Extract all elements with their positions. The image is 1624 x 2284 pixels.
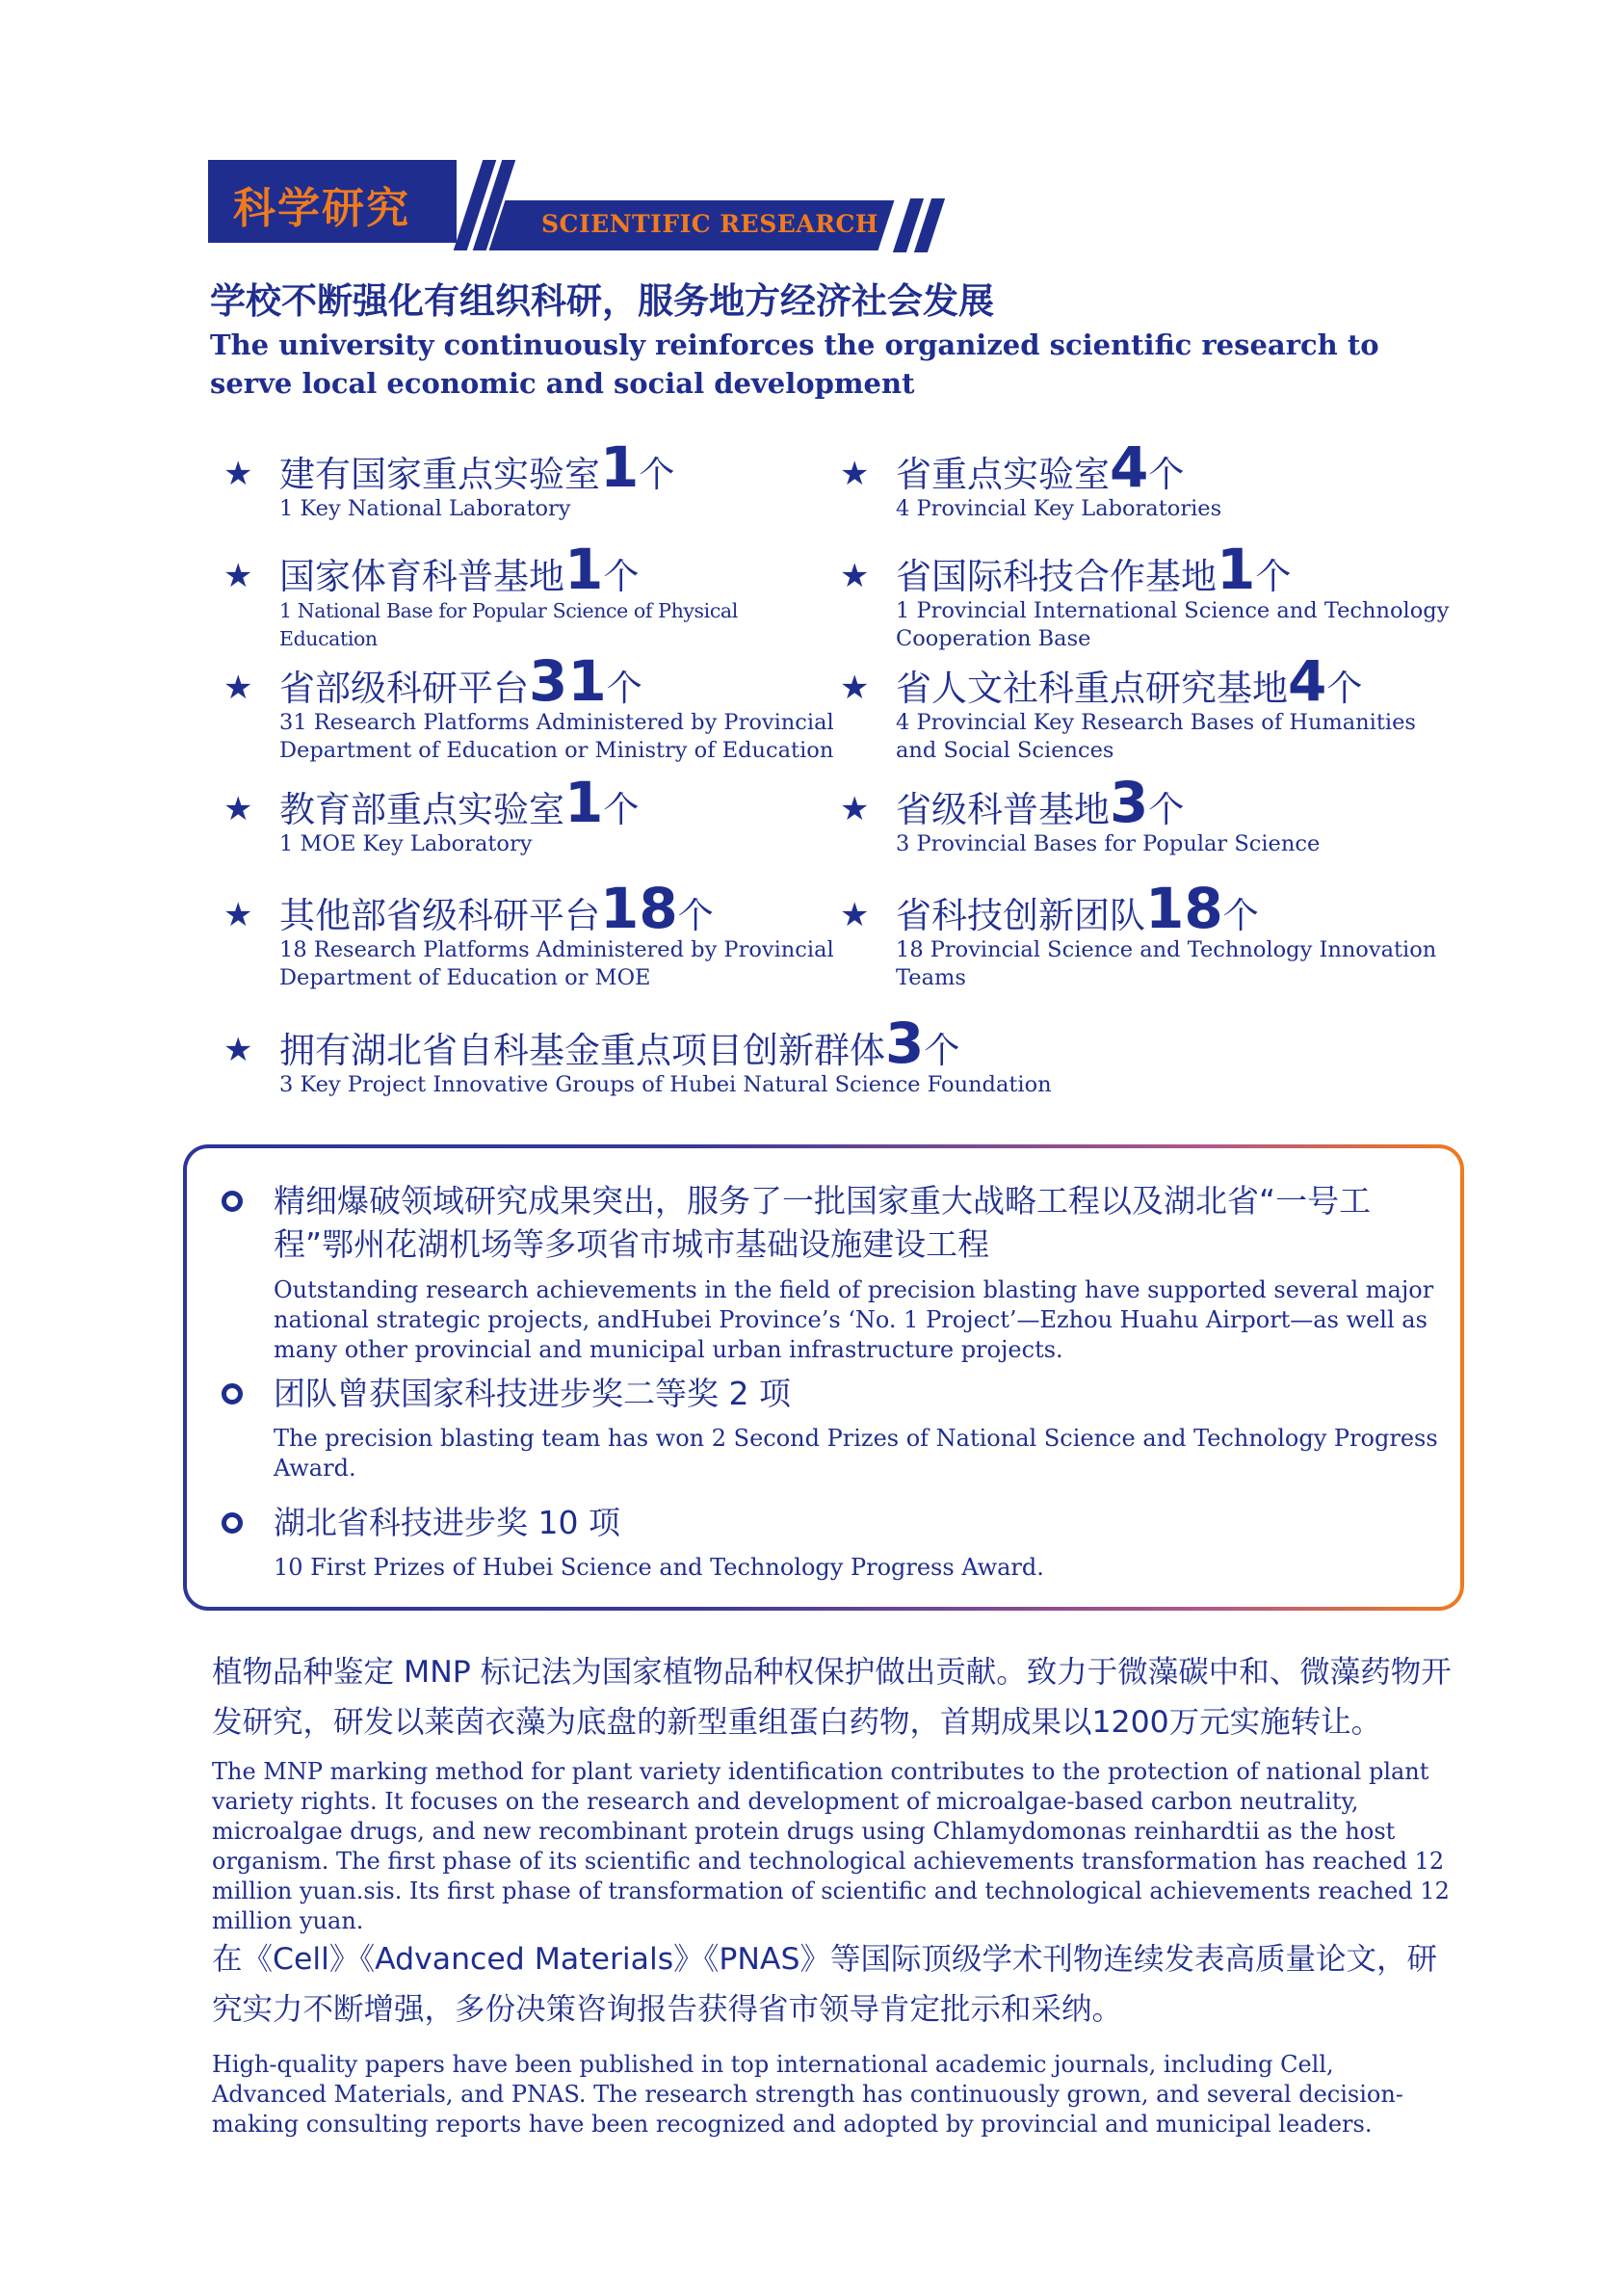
headline-en: The university continuously reinforces the organized scientific research to serve local economic and social development [210, 328, 1379, 400]
star-icon: ★ [840, 557, 870, 595]
section-title-cn: 科学研究 [233, 184, 410, 233]
star-icon: ★ [840, 669, 870, 707]
star-icon: ★ [223, 896, 253, 934]
star-icon: ★ [223, 1031, 253, 1069]
star-icon: ★ [223, 790, 253, 828]
paragraph-en: High-quality papers have been published in top international academic journals, including Cell, Advanced Materials, and PNAS. The research strength has continuously grown, and several decision-making consulting reports have been recognized and adopted by provincial and municipal leaders. [212, 2051, 1403, 2138]
headline-cn: 学校不断强化有组织科研，服务地方经济社会发展 [210, 280, 994, 322]
star-icon: ★ [223, 455, 253, 493]
highlights-box: 精细爆破领域研究成果突出，服务了一批国家重大战略工程以及湖北省“一号工程”鄂州花湖机场等多项省市城市基础设施建设工程 Outstanding research achievements in the field of precision blasting have supported several major national strategic projects, andHubei Province’s ‘No. 1 Project’—Ezhou Huahu Airport—as well as many other provincial and municipal urban infrastructure projects. 团队曾获国家科技进步奖二等奖 2 项 The precision blasting team has won 2 Second Prizes of National Science and Technology Progress Award. 湖北省科技进步奖 10 项 10 First Prizes of Hubei Science and Technology Progress Award. [183, 1144, 1464, 1611]
star-icon: ★ [840, 896, 870, 934]
star-icon: ★ [840, 790, 870, 828]
paragraph-cn: 植物品种鉴定 MNP 标记法为国家植物品种权保护做出贡献。致力于微藻碳中和、微藻药物开发研究，研发以莱茵衣藻为底盘的新型重组蛋白药物，首期成果以1200万元实施转让。 [212, 1655, 1452, 1740]
paragraph-cn: 在《Cell》《Advanced Materials》《PNAS》等国际顶级学术刊物连续发表高质量论文，研究实力不断增强，多份决策咨询报告获得省市领导肯定批示和采纳。 [212, 1942, 1437, 2027]
ring-bullet-icon [222, 1191, 243, 1212]
section-title-en: SCIENTIFIC RESEARCH [541, 210, 879, 238]
star-icon: ★ [223, 669, 253, 707]
paragraph-en: The MNP marking method for plant variety identification contributes to the protection of national plant variety rights. It focuses on the research and development of microalgae-based carbon neutrality, microalgae drugs, and new recombinant protein drugs using Chlamydomonas reinhardtii as the host organism. The first phase of its scientific and technological achievements transformation has reached 12 million yuan.sis. Its first phase of transformation of scientific and technological achievements reached 12 million yuan. [212, 1758, 1450, 1934]
star-icon: ★ [223, 557, 253, 595]
ring-bullet-icon [222, 1383, 243, 1405]
star-icon: ★ [840, 455, 870, 493]
ring-bullet-icon [222, 1512, 243, 1534]
section-banner [208, 160, 940, 256]
